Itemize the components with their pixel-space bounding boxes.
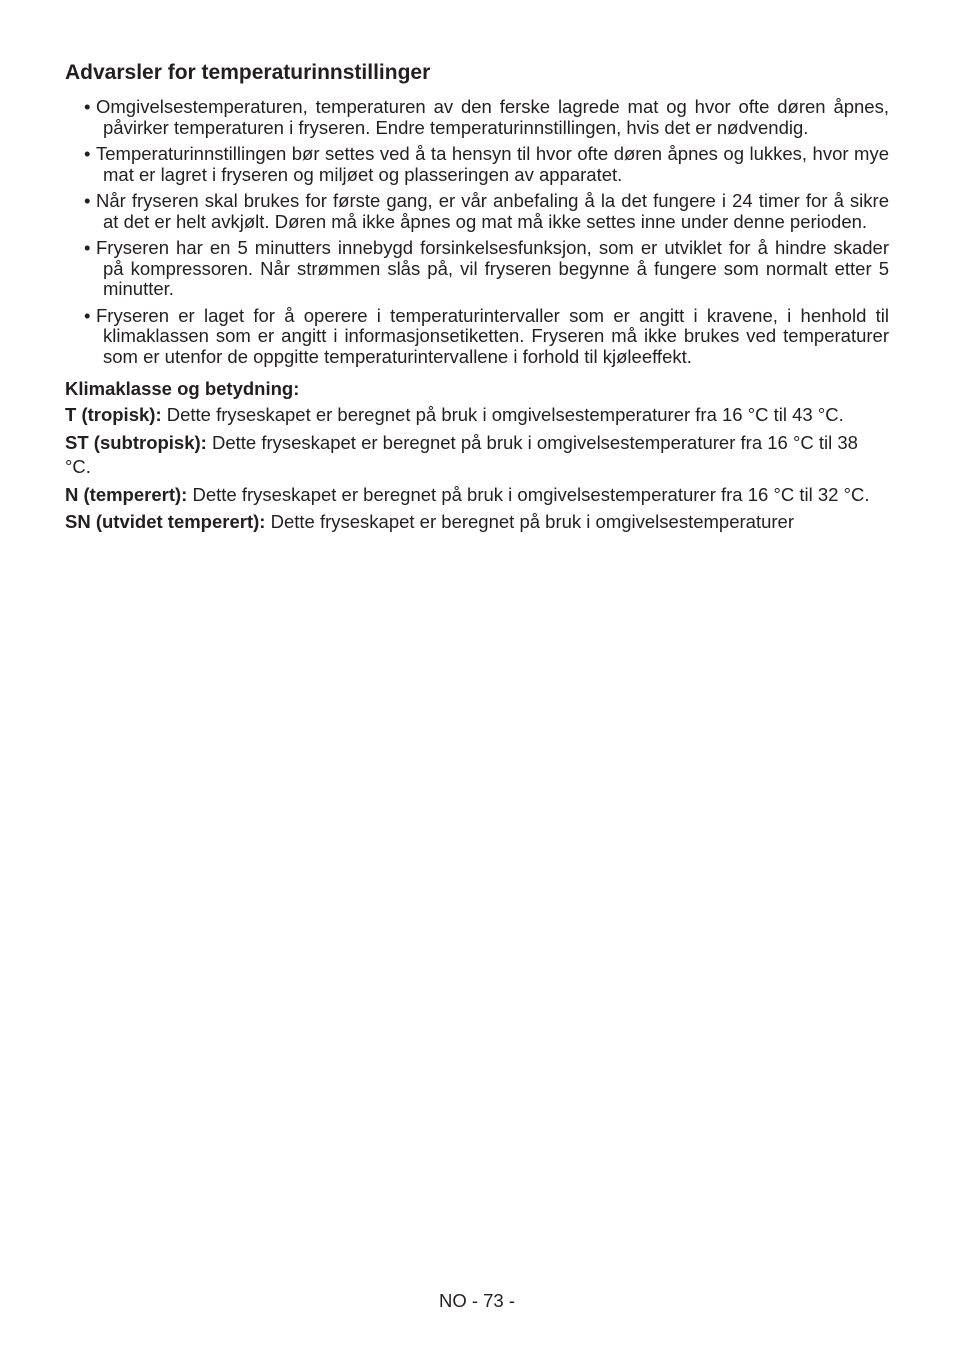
warning-text: Fryseren er laget for å operere i temperaturintervaller som er angitt i kravene, i henhold til klimaklassen som er angitt i informasjonsetiketten. Fryseren må ikke brukes ved temperaturer som er utenfor de oppgitte temperaturintervallene i forhold til kjøleeffekt. — [96, 304, 889, 367]
list-item — [84, 238, 889, 300]
bullet-icon: • — [84, 237, 91, 258]
warnings-list — [65, 97, 889, 367]
climate-class-term: ST (subtropisk): — [65, 431, 207, 453]
climate-class-description: Dette fryseskapet er beregnet på bruk i omgivelsestemperaturer fra 16 °C til 38 °C. — [65, 431, 858, 477]
warning-text: Fryseren har en 5 minutters innebygd forsinkelsesfunksjon, som er utviklet for å hindre skader på kompressoren. Når strømmen slås på, vil fryseren begynne å fungere som normalt etter 5 minutter. — [96, 237, 889, 299]
climate-class-description: Dette fryseskapet er beregnet på bruk i omgivelsestemperaturer fra 16 °C til 32 °C. — [187, 483, 870, 505]
climate-class-description: Dette fryseskapet er beregnet på bruk i omgivelsestemperaturer — [265, 511, 794, 532]
page-content — [65, 58, 889, 538]
climate-class-heading: Klimaklasse og betydning: — [65, 378, 300, 399]
bullet-icon: • — [84, 190, 91, 211]
warning-text: Når fryseren skal brukes for første gang, er vår anbefaling å la det fungere i 24 timer for å sikre at det er helt avkjølt. Døren må ikke åpnes og mat må ikke settes inne under denne perioden. — [96, 190, 889, 232]
page-number: NO - 73 - — [438, 1290, 516, 1311]
climate-class-entry — [65, 483, 875, 508]
list-item — [84, 144, 889, 185]
climate-class-term: N (temperert): — [65, 483, 188, 505]
climate-class-term: SN (utvidet temperert): — [65, 511, 266, 532]
list-item — [84, 97, 889, 138]
list-item — [84, 191, 889, 232]
bullet-icon: • — [84, 96, 91, 117]
climate-class-entry — [65, 403, 875, 428]
warning-text: Omgivelsestemperaturen, temperaturen av den ferske lagrede mat og hvor ofte døren åpnes, påvirker temperaturen i fryseren. Endre temperaturinnstillingen, hvis det er nødvendig. — [96, 96, 889, 138]
climate-class-term: T (tropisk): — [65, 404, 162, 425]
bullet-icon: • — [84, 304, 91, 326]
list-item — [84, 306, 889, 368]
bullet-icon: • — [84, 143, 91, 164]
climate-class-entry — [65, 510, 875, 535]
climate-class-description: Dette fryseskapet er beregnet på bruk i omgivelsestemperaturer fra 16 °C til 43 °C. — [161, 404, 844, 425]
climate-class-entry — [65, 431, 875, 480]
warning-text: Temperaturinnstillingen bør settes ved å ta hensyn til hvor ofte døren åpnes og lukkes, hvor mye mat er lagret i fryseren og miljøet og plasseringen av apparatet. — [96, 143, 889, 185]
section-title: Advarsler for temperaturinnstillinger — [65, 61, 431, 84]
